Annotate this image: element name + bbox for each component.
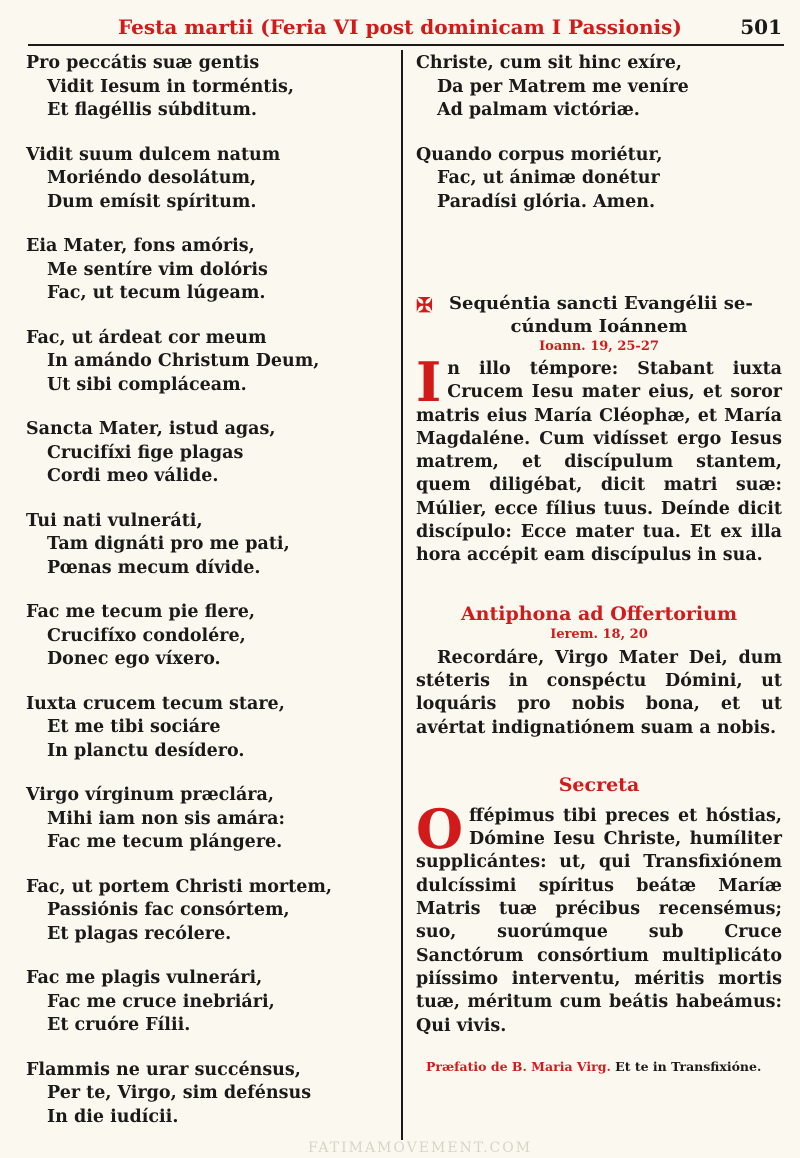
verse-line: Cordi meo válide. — [47, 466, 219, 486]
stanza — [26, 510, 394, 581]
right-stanzas — [416, 52, 782, 214]
offertory-title: Antiphona ad Offertorium — [460, 602, 738, 625]
stanza — [26, 144, 394, 215]
verse-line: Ad palmam victóriæ. — [437, 100, 640, 120]
stanza — [416, 144, 782, 215]
verse-line: Fac me plagis vulnerári, — [26, 968, 263, 988]
verse-line: Fac, ut tecum lúgeam. — [47, 283, 266, 303]
verse-line: Fac, ut portem Christi mortem, — [26, 876, 332, 897]
verse-line: Christe, cum sit hinc exíre, — [416, 53, 682, 73]
page-number: 501 — [740, 15, 782, 39]
gospel-dropcap: I — [416, 350, 442, 414]
verse-line: Fac me tecum pie flere, — [26, 602, 255, 622]
gospel-reference: Ioann. 19, 25-27 — [539, 339, 659, 354]
verse-line: Vidit suum dulcem natum — [26, 144, 281, 165]
verse-line: In die iudícii. — [47, 1106, 179, 1127]
secret-title: Secreta — [558, 773, 640, 796]
verse-line: Moriéndo desolátum, — [47, 168, 257, 188]
verse-line: Me sentíre vim dolóris — [47, 259, 268, 280]
left-column — [26, 52, 394, 1150]
secret-text-block — [416, 796, 782, 1038]
verse-line: Iuxta crucem tecum stare, — [26, 693, 285, 714]
page-title: Festa martii (Feria VI post dominicam I Passionis) — [118, 15, 682, 39]
verse-line: Crucifíxi fige plagas — [47, 442, 244, 463]
verse-line: Fac, ut ánimæ donétur — [437, 168, 660, 188]
secret-text: ffépimus tibi preces et hóstias, Dómine Iesu Christe, humíliter supplicántes: ut, qui Transfixiónem dulcíssimi spíritus beátæ Maríæ Matris tuæ précibus recensémus; suo, suorúmque sub Cruce Sanctórum consórtium multiplicáto piíssimo interventu, méritis mortis tuæ, méritum cum beátis habeámus: Qui vivis. — [416, 805, 782, 1036]
verse-line: Et me tibi sociáre — [47, 717, 221, 737]
verse-line: Fac me cruce inebriári, — [47, 991, 275, 1012]
stanza — [26, 418, 394, 489]
preface-note — [416, 1058, 782, 1075]
stanza — [416, 52, 782, 123]
verse-line: Tui nati vulneráti, — [26, 510, 203, 531]
verse-line: Virgo vírginum præclára, — [26, 785, 274, 805]
page-header — [28, 12, 784, 46]
stanza — [26, 693, 394, 764]
verse-line: Passiónis fac consórtem, — [47, 900, 290, 920]
column-divider — [401, 50, 403, 1140]
gospel-title-line1: Sequéntia sancti Evangélii se- — [449, 293, 753, 314]
stanza — [26, 327, 394, 398]
stanza — [26, 784, 394, 855]
secret-dropcap: O — [416, 796, 464, 861]
verse-line: Per te, Virgo, sim defénsus — [47, 1083, 312, 1103]
gospel-title-line2: cúndum Ioánnem — [510, 316, 688, 337]
stanza — [26, 876, 394, 947]
verse-line: Ut sibi compláceam. — [47, 374, 247, 395]
watermark: FATIMAMOVEMENT.COM — [307, 1140, 533, 1156]
verse-line: Flammis ne urar succénsus, — [26, 1059, 301, 1080]
verse-line: Pro peccátis suæ gentis — [26, 53, 260, 73]
offertory-reference: Ierem. 18, 20 — [550, 626, 648, 642]
verse-line: Mihi iam non sis amára: — [47, 808, 285, 829]
stanza — [26, 52, 394, 123]
gospel-title — [416, 292, 782, 338]
stanza — [26, 1059, 394, 1130]
verse-line: Paradísi glória. Amen. — [437, 191, 656, 212]
verse-line: Fac, ut árdeat cor meum — [26, 327, 267, 348]
stanza — [26, 235, 394, 306]
stanza — [26, 601, 394, 672]
verse-line: Eia Mater, fons amóris, — [26, 236, 255, 256]
verse-line: Fac me tecum plángere. — [47, 832, 283, 852]
verse-line: Et cruóre Fílii. — [47, 1015, 191, 1035]
verse-line: Crucifíxo condolére, — [47, 625, 246, 646]
gospel-text: n illo témpore: Stabant iuxta Crucem Iesu mater eius, et soror matris eius María Cléophæ, et María Magdaléne. Cum vidísset ergo Iesus matrem, et discípulum stantem, quem diligébat, dicit matri suæ: Múlier, ecce fílius tuus. Deínde dicit discípulo: Ecce mater tua. Et ex illa hora accépit eam discípulus in sua. — [416, 359, 782, 566]
verse-line: In planctu desídero. — [47, 740, 245, 761]
verse-line: Vidit Iesum in torméntis, — [47, 76, 294, 97]
verse-line: In amándo Christum Deum, — [47, 351, 320, 371]
verse-line: Dum emísit spíritum. — [47, 191, 257, 212]
stanza — [26, 967, 394, 1038]
verse-line: Donec ego víxero. — [47, 649, 221, 669]
verse-line: Tam dignáti pro me pati, — [47, 534, 290, 554]
verse-line: Da per Matrem me veníre — [437, 76, 689, 97]
verse-line: Sancta Mater, istud agas, — [26, 419, 276, 439]
right-column — [416, 52, 782, 1075]
verse-line: Quando corpus moriétur, — [416, 144, 663, 165]
preface-note-black: Et te in Transfixióne. — [615, 1058, 762, 1074]
gospel-text-block — [416, 350, 782, 568]
verse-line: Et flagéllis súbditum. — [47, 100, 257, 120]
verse-line: Pœnas mecum dívide. — [47, 557, 261, 578]
preface-note-red: Præfatio de B. Maria Virg. — [426, 1058, 611, 1074]
verse-line: Et plagas recólere. — [47, 923, 232, 944]
offertory-text: Recordáre, Virgo Mater Dei, dum stéteris in conspéctu Dómini, ut loquáris pro nobis bona, et ut avértat indignatiónem suam a nobis. — [416, 647, 782, 738]
cross-icon: ✠ — [416, 293, 433, 317]
